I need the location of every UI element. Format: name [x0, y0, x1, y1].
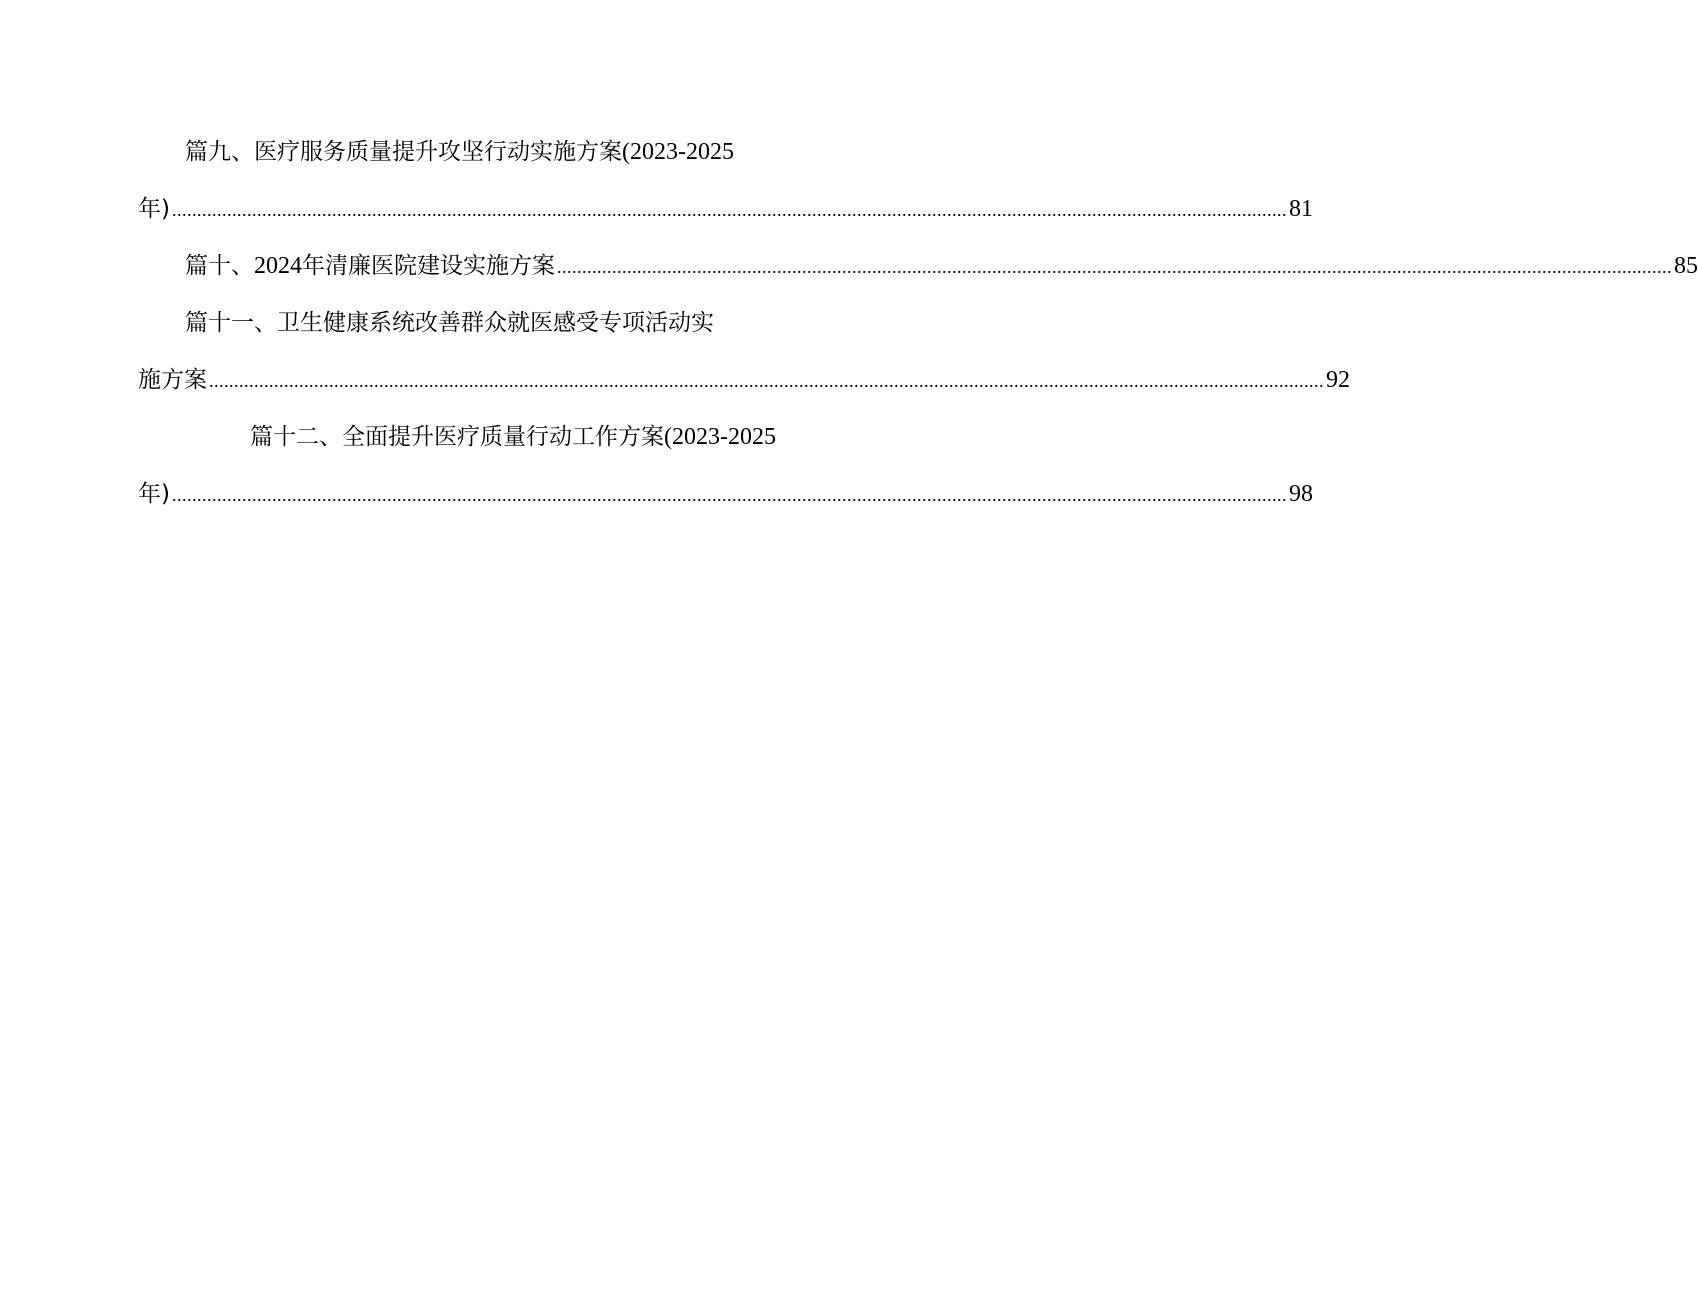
- toc-entry-10-title: 年清廉医院建设实施方案: [302, 253, 555, 279]
- toc-entry-9-years: (2023-2025: [622, 139, 734, 165]
- toc-entry-12-page: 98: [1288, 481, 1313, 507]
- toc-entry-9-page: 81: [1288, 196, 1313, 222]
- toc-entry-9-title-text: 篇九、医疗服务质量提升攻坚行动实施方案: [185, 139, 622, 165]
- dot-leader: ...............................................................................................................................................................................................................................: [171, 200, 1287, 220]
- toc-entry-11-page: 92: [1326, 367, 1350, 393]
- toc-entry-9-leader-line[interactable]: [138, 189, 1313, 229]
- dot-leader: ...............................................................................................................................................................................................................................: [171, 485, 1287, 505]
- toc-entry-10-prefix: 篇十、: [185, 253, 254, 279]
- toc-entry-9-title[interactable]: [185, 132, 734, 172]
- toc-entry-11-title[interactable]: [185, 303, 714, 343]
- toc-entry-10[interactable]: [185, 246, 1698, 286]
- toc-entry-11-title-cont: 施方案: [138, 367, 207, 393]
- toc-entry-12-years: (2023-2025: [664, 424, 776, 450]
- toc-entry-10-year: 2024: [254, 253, 302, 279]
- toc-entry-9-title-cont: 年): [138, 196, 170, 222]
- dot-leader: ...............................................................................................................................................................................................................................: [557, 257, 1672, 277]
- toc-entry-11-leader-line[interactable]: [138, 360, 1350, 400]
- toc-entry-12-title-cont: 年): [138, 481, 170, 507]
- toc-entry-12-title-text: 篇十二、全面提升医疗质量行动工作方案: [250, 424, 664, 450]
- toc-entry-10-page: 85: [1674, 253, 1698, 279]
- toc-entry-11-title-text: 篇十一、卫生健康系统改善群众就医感受专项活动实: [185, 310, 714, 336]
- toc-entry-12-leader-line[interactable]: [138, 474, 1313, 514]
- dot-leader: ...............................................................................................................................................................................................................................: [209, 371, 1324, 391]
- toc-entry-12-title[interactable]: [250, 417, 776, 457]
